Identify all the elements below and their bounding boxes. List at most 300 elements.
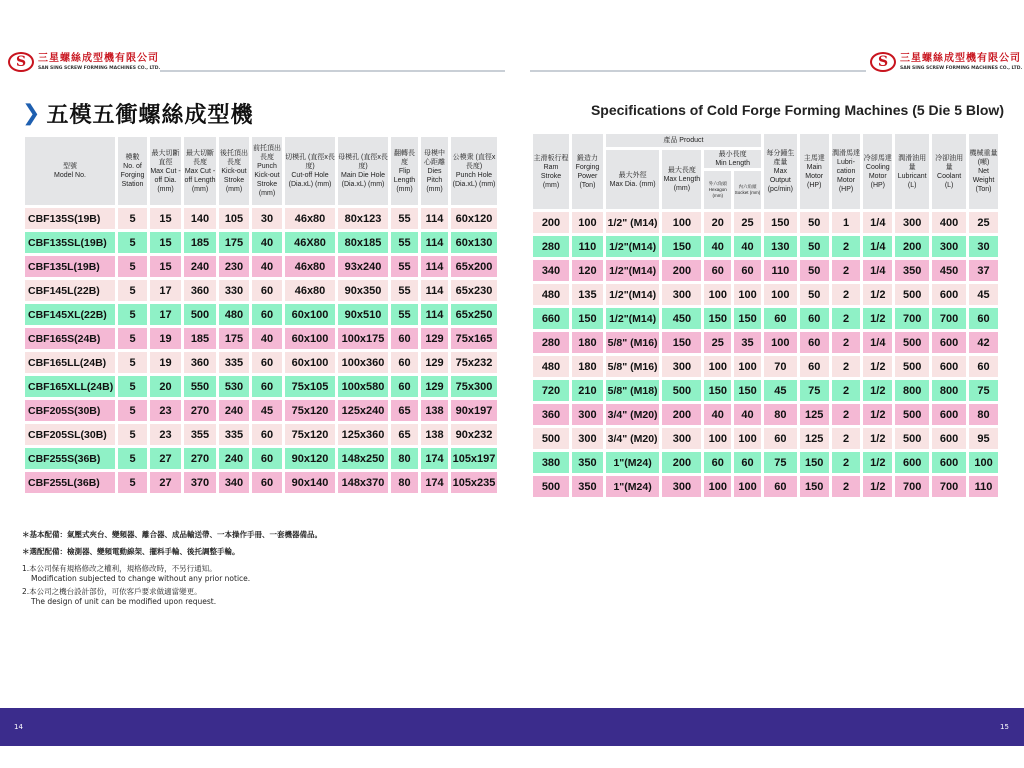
table-cell: 129	[421, 352, 448, 373]
table-cell: 40	[704, 236, 731, 257]
table-cell: 75x232	[451, 352, 497, 373]
table-cell: 130	[764, 236, 797, 257]
col-cooling-motor: 冷卻馬達 Cooling Motor (HP)	[863, 134, 892, 209]
table-cell: 5	[118, 400, 147, 421]
col-ram-stroke: 主滑板行程 Ram Stroke (mm)	[533, 134, 569, 209]
table-row	[25, 424, 497, 445]
table-cell: 110	[764, 260, 797, 281]
table-cell: 5	[118, 304, 147, 325]
table-cell: 175	[219, 232, 249, 253]
table-cell: 500	[533, 428, 569, 449]
table-cell: 105x197	[451, 448, 497, 469]
table-cell: 110	[969, 476, 998, 497]
table-cell: 17	[150, 304, 181, 325]
table-cell: 2	[832, 476, 861, 497]
table-cell: 105x235	[451, 472, 497, 493]
table-cell: 700	[895, 476, 929, 497]
company-logo-right	[870, 52, 1022, 72]
table-cell: 15	[150, 208, 181, 229]
col-max-length: 最大長度 Max Length (mm)	[662, 150, 701, 209]
table-cell: 75x120	[285, 400, 335, 421]
table-cell: 600	[932, 428, 966, 449]
table-cell: 1/2"(M14)	[606, 308, 659, 329]
table-cell: 175	[219, 328, 249, 349]
table-cell: 600	[932, 284, 966, 305]
table-row	[25, 400, 497, 421]
model-cell: CBF165XLL(24B)	[25, 376, 115, 397]
table-cell: 20	[704, 212, 731, 233]
table-cell: 27	[150, 472, 181, 493]
table-cell: 150	[572, 308, 603, 329]
col-max-cutoff-length: 最大切斷長度 Max Cut -off Length (mm)	[184, 137, 216, 205]
table-row	[533, 308, 998, 329]
table-cell: 200	[662, 260, 701, 281]
table-cell: 80x185	[338, 232, 388, 253]
table-cell: 340	[533, 260, 569, 281]
table-cell: 3/4" (M20)	[606, 404, 659, 425]
table-cell: 60	[391, 352, 418, 373]
table-cell: 60	[252, 304, 282, 325]
col-forging-station: 模數 No. of Forging Station	[118, 137, 147, 205]
chevron-right-icon: ❯	[22, 100, 41, 126]
table-cell: 15	[150, 256, 181, 277]
table-cell: 270	[184, 400, 216, 421]
table-cell: 350	[572, 476, 603, 497]
table-cell: 140	[184, 208, 216, 229]
table-cell: 37	[969, 260, 998, 281]
table-cell: 90x197	[451, 400, 497, 421]
table-row	[25, 328, 497, 349]
table-cell: 23	[150, 424, 181, 445]
table-cell: 100x580	[338, 376, 388, 397]
table-cell: 150	[764, 212, 797, 233]
table-cell: 150	[662, 332, 701, 353]
col-kickout-stroke: 後托頂出長度 Kick-out Stroke (mm)	[219, 137, 249, 205]
table-cell: 2	[832, 308, 861, 329]
table-row	[533, 428, 998, 449]
col-max-cutoff-dia: 最大切斷直徑 Max Cut -off Dia. (mm)	[150, 137, 181, 205]
model-cell: CBF255L(36B)	[25, 472, 115, 493]
table-cell: 45	[764, 380, 797, 401]
table-cell: 65x250	[451, 304, 497, 325]
table-row	[533, 356, 998, 377]
table-cell: 300	[662, 284, 701, 305]
company-name-en: SAN SING SCREW FORMING MACHINES CO., LTD.	[38, 65, 161, 71]
table-cell: 100	[704, 428, 731, 449]
table-cell: 60	[764, 308, 797, 329]
table-cell: 3/4" (M20)	[606, 428, 659, 449]
page-title-cn-block	[22, 98, 253, 129]
table-cell: 174	[421, 448, 448, 469]
table-cell: 1/4	[863, 236, 892, 257]
page-number-right: 15	[1000, 723, 1009, 731]
table-cell: 200	[662, 452, 701, 473]
table-cell: 60	[734, 260, 761, 281]
table-cell: 60	[969, 308, 998, 329]
model-cell: CBF135SL(19B)	[25, 232, 115, 253]
table-cell: 65	[391, 400, 418, 421]
table-cell: 1/2	[863, 452, 892, 473]
table-cell: 30	[252, 208, 282, 229]
table-cell: 500	[895, 404, 929, 425]
company-name-en: SAN SING SCREW FORMING MACHINES CO., LTD.	[900, 65, 1023, 71]
spec-table-left-body	[25, 208, 497, 493]
table-cell: 660	[533, 308, 569, 329]
table-row	[533, 404, 998, 425]
table-cell: 100	[572, 212, 603, 233]
table-cell: 46x80	[285, 280, 335, 301]
col-cutoff-hole: 切模孔 (直徑x長度) Cut-off Hole (Dia.xL) (mm)	[285, 137, 335, 205]
table-cell: 75	[764, 452, 797, 473]
table-cell: 300	[932, 236, 966, 257]
col-net-weight: 機械重量 (噸) Net Weight (Ton)	[969, 134, 998, 209]
table-cell: 1/2"(M14)	[606, 236, 659, 257]
col-min-length-group: 最小長度 Min Length	[704, 150, 760, 168]
table-cell: 300	[572, 428, 603, 449]
col-main-die-hole: 母模孔 (直徑x長度) Main Die Hole (Dia.xL) (mm)	[338, 137, 388, 205]
table-cell: 5	[118, 472, 147, 493]
table-cell: 95	[969, 428, 998, 449]
table-cell: 120	[572, 260, 603, 281]
table-cell: 1"(M24)	[606, 452, 659, 473]
table-cell: 720	[533, 380, 569, 401]
table-cell: 60	[391, 328, 418, 349]
table-cell: 100	[764, 332, 797, 353]
table-cell: 2	[832, 284, 861, 305]
table-cell: 2	[832, 260, 861, 281]
table-cell: 60	[391, 376, 418, 397]
table-cell: 5	[118, 232, 147, 253]
table-cell: 45	[252, 400, 282, 421]
table-cell: 50	[800, 284, 829, 305]
table-cell: 60	[252, 352, 282, 373]
optional-equipment-note: ＊選配配備：檢測器、變頻電動線架、擺料手輪、後托調整手輪。	[22, 547, 240, 556]
table-cell: 240	[184, 256, 216, 277]
table-cell: 110	[572, 236, 603, 257]
table-cell: 240	[219, 400, 249, 421]
table-cell: 19	[150, 352, 181, 373]
table-row	[533, 452, 998, 473]
table-cell: 65x230	[451, 280, 497, 301]
table-cell: 400	[932, 212, 966, 233]
table-cell: 60x100	[285, 304, 335, 325]
table-cell: 300	[895, 212, 929, 233]
table-cell: 2	[832, 404, 861, 425]
table-cell: 600	[932, 404, 966, 425]
table-cell: 480	[533, 356, 569, 377]
table-cell: 60	[252, 376, 282, 397]
table-cell: 550	[184, 376, 216, 397]
table-cell: 1/2	[863, 428, 892, 449]
table-cell: 148x250	[338, 448, 388, 469]
table-cell: 280	[533, 236, 569, 257]
table-cell: 114	[421, 304, 448, 325]
table-cell: 5	[118, 280, 147, 301]
table-cell: 100	[969, 452, 998, 473]
table-cell: 380	[533, 452, 569, 473]
model-cell: CBF165LL(24B)	[25, 352, 115, 373]
table-cell: 75	[800, 380, 829, 401]
col-product-group: 產品 Product	[606, 134, 761, 147]
table-cell: 2	[832, 452, 861, 473]
table-cell: 138	[421, 424, 448, 445]
model-cell: CBF165S(24B)	[25, 328, 115, 349]
table-cell: 300	[572, 404, 603, 425]
table-cell: 114	[421, 280, 448, 301]
note-2-en: The design of unit can be modified upon request.	[31, 597, 217, 606]
table-cell: 700	[932, 476, 966, 497]
table-cell: 65	[391, 424, 418, 445]
table-cell: 2	[832, 236, 861, 257]
page-title-cn: 五模五衝螺絲成型機	[46, 103, 254, 128]
table-cell: 80	[391, 448, 418, 469]
table-cell: 100	[704, 476, 731, 497]
table-cell: 25	[734, 212, 761, 233]
table-cell: 1/2	[863, 404, 892, 425]
table-cell: 1/4	[863, 332, 892, 353]
table-cell: 55	[391, 232, 418, 253]
table-cell: 5	[118, 256, 147, 277]
table-cell: 100x175	[338, 328, 388, 349]
col-lubrication-motor: 潤滑馬達 Lubri- cation Motor (HP)	[832, 134, 861, 209]
table-cell: 129	[421, 328, 448, 349]
table-cell: 60	[734, 452, 761, 473]
table-row	[25, 448, 497, 469]
table-row	[25, 304, 497, 325]
table-row	[533, 236, 998, 257]
table-cell: 19	[150, 328, 181, 349]
table-cell: 60	[764, 428, 797, 449]
table-cell: 75x120	[285, 424, 335, 445]
table-cell: 135	[572, 284, 603, 305]
table-cell: 480	[219, 304, 249, 325]
table-cell: 40	[734, 236, 761, 257]
table-cell: 1	[832, 212, 861, 233]
logo-mark: S	[8, 52, 34, 72]
page-number-left: 14	[14, 723, 23, 731]
table-cell: 35	[734, 332, 761, 353]
col-lubricant: 潤滑油用量 Lubricant (L)	[895, 134, 929, 209]
table-cell: 27	[150, 448, 181, 469]
table-cell: 90x120	[285, 448, 335, 469]
table-cell: 138	[421, 400, 448, 421]
table-cell: 70	[764, 356, 797, 377]
table-cell: 50	[800, 260, 829, 281]
table-cell: 20	[150, 376, 181, 397]
table-cell: 5/8" (M16)	[606, 356, 659, 377]
table-cell: 100	[734, 356, 761, 377]
table-cell: 60	[704, 260, 731, 281]
table-cell: 330	[219, 280, 249, 301]
table-cell: 15	[150, 232, 181, 253]
col-model-no: 型號 Model No.	[25, 137, 115, 205]
table-cell: 40	[252, 256, 282, 277]
table-cell: 5/8" (M18)	[606, 380, 659, 401]
table-cell: 600	[895, 452, 929, 473]
table-cell: 500	[895, 284, 929, 305]
table-cell: 55	[391, 208, 418, 229]
table-cell: 60x120	[451, 208, 497, 229]
table-cell: 60	[252, 448, 282, 469]
table-cell: 700	[895, 308, 929, 329]
table-cell: 5	[118, 376, 147, 397]
table-cell: 5	[118, 352, 147, 373]
table-cell: 60	[252, 472, 282, 493]
spec-table-left	[22, 134, 500, 496]
model-cell: CBF205SL(30B)	[25, 424, 115, 445]
table-cell: 600	[932, 452, 966, 473]
table-cell: 150	[662, 236, 701, 257]
col-main-motor: 主馬達 Main Motor (HP)	[800, 134, 829, 209]
table-cell: 80	[391, 472, 418, 493]
table-cell: 360	[533, 404, 569, 425]
table-cell: 1/4	[863, 260, 892, 281]
table-cell: 300	[662, 428, 701, 449]
table-cell: 55	[391, 280, 418, 301]
table-row	[533, 212, 998, 233]
table-cell: 75x105	[285, 376, 335, 397]
table-row	[25, 280, 497, 301]
table-cell: 5	[118, 208, 147, 229]
note-1-en: Modification subjected to change without any prior notice.	[31, 574, 251, 583]
table-cell: 125	[800, 428, 829, 449]
table-cell: 500	[895, 332, 929, 353]
spec-table-right-body	[533, 212, 998, 497]
table-cell: 5/8" (M16)	[606, 332, 659, 353]
table-cell: 100	[734, 476, 761, 497]
table-cell: 1/2	[863, 380, 892, 401]
table-cell: 80x123	[338, 208, 388, 229]
model-cell: CBF145L(22B)	[25, 280, 115, 301]
table-cell: 210	[572, 380, 603, 401]
table-cell: 60x100	[285, 352, 335, 373]
table-cell: 114	[421, 256, 448, 277]
table-cell: 60	[764, 476, 797, 497]
table-cell: 125	[800, 404, 829, 425]
table-cell: 180	[572, 332, 603, 353]
table-cell: 100	[734, 284, 761, 305]
table-cell: 335	[219, 352, 249, 373]
table-cell: 150	[800, 476, 829, 497]
table-cell: 60	[704, 452, 731, 473]
table-cell: 360	[184, 352, 216, 373]
model-cell: CBF205S(30B)	[25, 400, 115, 421]
table-cell: 500	[895, 428, 929, 449]
table-cell: 450	[932, 260, 966, 281]
table-cell: 360	[184, 280, 216, 301]
table-cell: 100	[764, 284, 797, 305]
table-row	[533, 332, 998, 353]
table-cell: 42	[969, 332, 998, 353]
note-1-cn: 1.本公司保有規格修改之權利，規格修改時，不另行通知。	[22, 564, 217, 573]
col-max-dia: 最大外徑 Max Dia. (mm)	[606, 150, 659, 209]
table-cell: 55	[391, 304, 418, 325]
table-cell: 150	[734, 308, 761, 329]
table-cell: 1"(M24)	[606, 476, 659, 497]
table-cell: 50	[800, 212, 829, 233]
table-cell: 500	[533, 476, 569, 497]
col-socket: 內六角頭 Socket (mm)	[734, 171, 761, 209]
company-name-cn: 三星螺絲成型機有限公司	[38, 52, 159, 64]
table-cell: 600	[932, 356, 966, 377]
table-cell: 40	[252, 232, 282, 253]
table-cell: 2	[832, 428, 861, 449]
table-cell: 90x350	[338, 280, 388, 301]
table-cell: 355	[184, 424, 216, 445]
col-dies-pitch: 母模中心距離 Dies Pitch (mm)	[421, 137, 448, 205]
table-cell: 350	[572, 452, 603, 473]
table-cell: 60	[800, 332, 829, 353]
table-cell: 280	[533, 332, 569, 353]
table-cell: 240	[219, 448, 249, 469]
table-cell: 150	[800, 452, 829, 473]
table-cell: 45	[969, 284, 998, 305]
table-cell: 100x360	[338, 352, 388, 373]
table-cell: 60x100	[285, 328, 335, 349]
footer-bar	[0, 708, 1024, 746]
table-cell: 25	[704, 332, 731, 353]
table-cell: 2	[832, 356, 861, 377]
table-cell: 80	[969, 404, 998, 425]
col-max-output: 每分鐘生產量 Max Output (pc/min)	[764, 134, 797, 209]
table-cell: 46x80	[285, 256, 335, 277]
table-cell: 90x510	[338, 304, 388, 325]
table-cell: 40	[734, 404, 761, 425]
table-cell: 5	[118, 424, 147, 445]
table-cell: 335	[219, 424, 249, 445]
table-row	[25, 376, 497, 397]
table-cell: 60	[800, 356, 829, 377]
table-cell: 60	[800, 308, 829, 329]
table-cell: 500	[662, 380, 701, 401]
table-cell: 1/2	[863, 476, 892, 497]
table-cell: 75x300	[451, 376, 497, 397]
table-cell: 114	[421, 208, 448, 229]
table-cell: 1/2	[863, 356, 892, 377]
spec-table-right	[530, 131, 1001, 500]
notes-section	[22, 530, 582, 607]
table-cell: 500	[184, 304, 216, 325]
table-cell: 230	[219, 256, 249, 277]
col-punch-hole: 公模衆 (直徑x長度) Punch Hole (Dia.xL) (mm)	[451, 137, 497, 205]
table-cell: 300	[662, 356, 701, 377]
table-cell: 93x240	[338, 256, 388, 277]
table-cell: 50	[800, 236, 829, 257]
table-cell: 90x232	[451, 424, 497, 445]
table-cell: 23	[150, 400, 181, 421]
table-cell: 150	[704, 308, 731, 329]
table-cell: 100	[734, 428, 761, 449]
table-cell: 90x140	[285, 472, 335, 493]
table-cell: 46X80	[285, 232, 335, 253]
table-row	[25, 256, 497, 277]
table-cell: 480	[533, 284, 569, 305]
table-cell: 100	[704, 356, 731, 377]
table-cell: 80	[764, 404, 797, 425]
table-cell: 105	[219, 208, 249, 229]
table-cell: 60x130	[451, 232, 497, 253]
table-header-row	[25, 137, 497, 205]
table-row	[25, 352, 497, 373]
table-cell: 370	[184, 472, 216, 493]
table-cell: 350	[895, 260, 929, 281]
model-cell: CBF135S(19B)	[25, 208, 115, 229]
col-punch-kickout-stroke: 前托頂出長度 Punch Kick-out Stroke (mm)	[252, 137, 282, 205]
table-cell: 60	[969, 356, 998, 377]
table-cell: 65x200	[451, 256, 497, 277]
table-cell: 185	[184, 328, 216, 349]
table-cell: 180	[572, 356, 603, 377]
